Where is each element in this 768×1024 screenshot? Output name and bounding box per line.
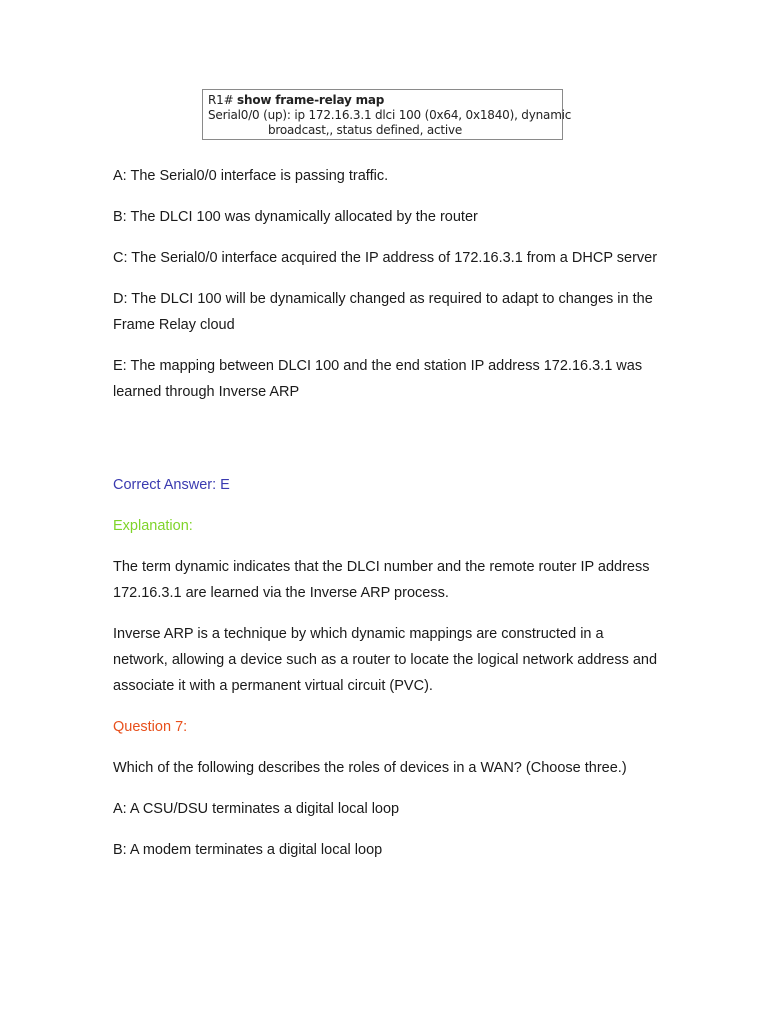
explanation-paragraph-2: Inverse ARP is a technique by which dynamic mappings are constructed in a network, allowing a device such as a router to locate the logical network address and associate it with a permanent virtual circuit (PVC). xyxy=(113,626,658,694)
cli-output-line-2: broadcast,, status defined, active xyxy=(268,123,463,137)
question-option-b: B: A modem terminates a digital local loop xyxy=(113,842,383,858)
cli-command: show frame-relay map xyxy=(237,93,385,107)
question-heading: Question 7: xyxy=(113,719,188,735)
question-option-a: A: A CSU/DSU terminates a digital local loop xyxy=(113,801,400,817)
cli-output-line-1: Serial0/0 (up): ip 172.16.3.1 dlci 100 (0x64, 0x1840), dynamic xyxy=(208,108,572,122)
cli-prompt: R1# xyxy=(208,93,238,107)
question-text: Which of the following describes the roles of devices in a WAN? (Choose three.) xyxy=(113,760,627,776)
cli-output-box xyxy=(202,89,572,140)
cli-command-line xyxy=(208,93,562,108)
option-a: A: The Serial0/0 interface is passing traffic. xyxy=(113,168,389,184)
explanation-heading: Explanation: xyxy=(113,518,193,534)
option-b: B: The DLCI 100 was dynamically allocated by the router xyxy=(113,209,478,225)
document-body xyxy=(113,163,658,878)
option-e: E: The mapping between DLCI 100 and the end station IP address 172.16.3.1 was learned through Inverse ARP xyxy=(113,358,643,400)
spacer xyxy=(113,420,658,472)
option-d: D: The DLCI 100 will be dynamically changed as required to adapt to changes in the Frame Relay cloud xyxy=(113,291,653,333)
option-c: C: The Serial0/0 interface acquired the IP address of 172.16.3.1 from a DHCP server xyxy=(113,250,658,266)
correct-answer: Correct Answer: E xyxy=(113,477,230,493)
explanation-paragraph-1: The term dynamic indicates that the DLCI number and the remote router IP address 172.16.3.1 are learned via the Inverse ARP process. xyxy=(113,559,650,601)
